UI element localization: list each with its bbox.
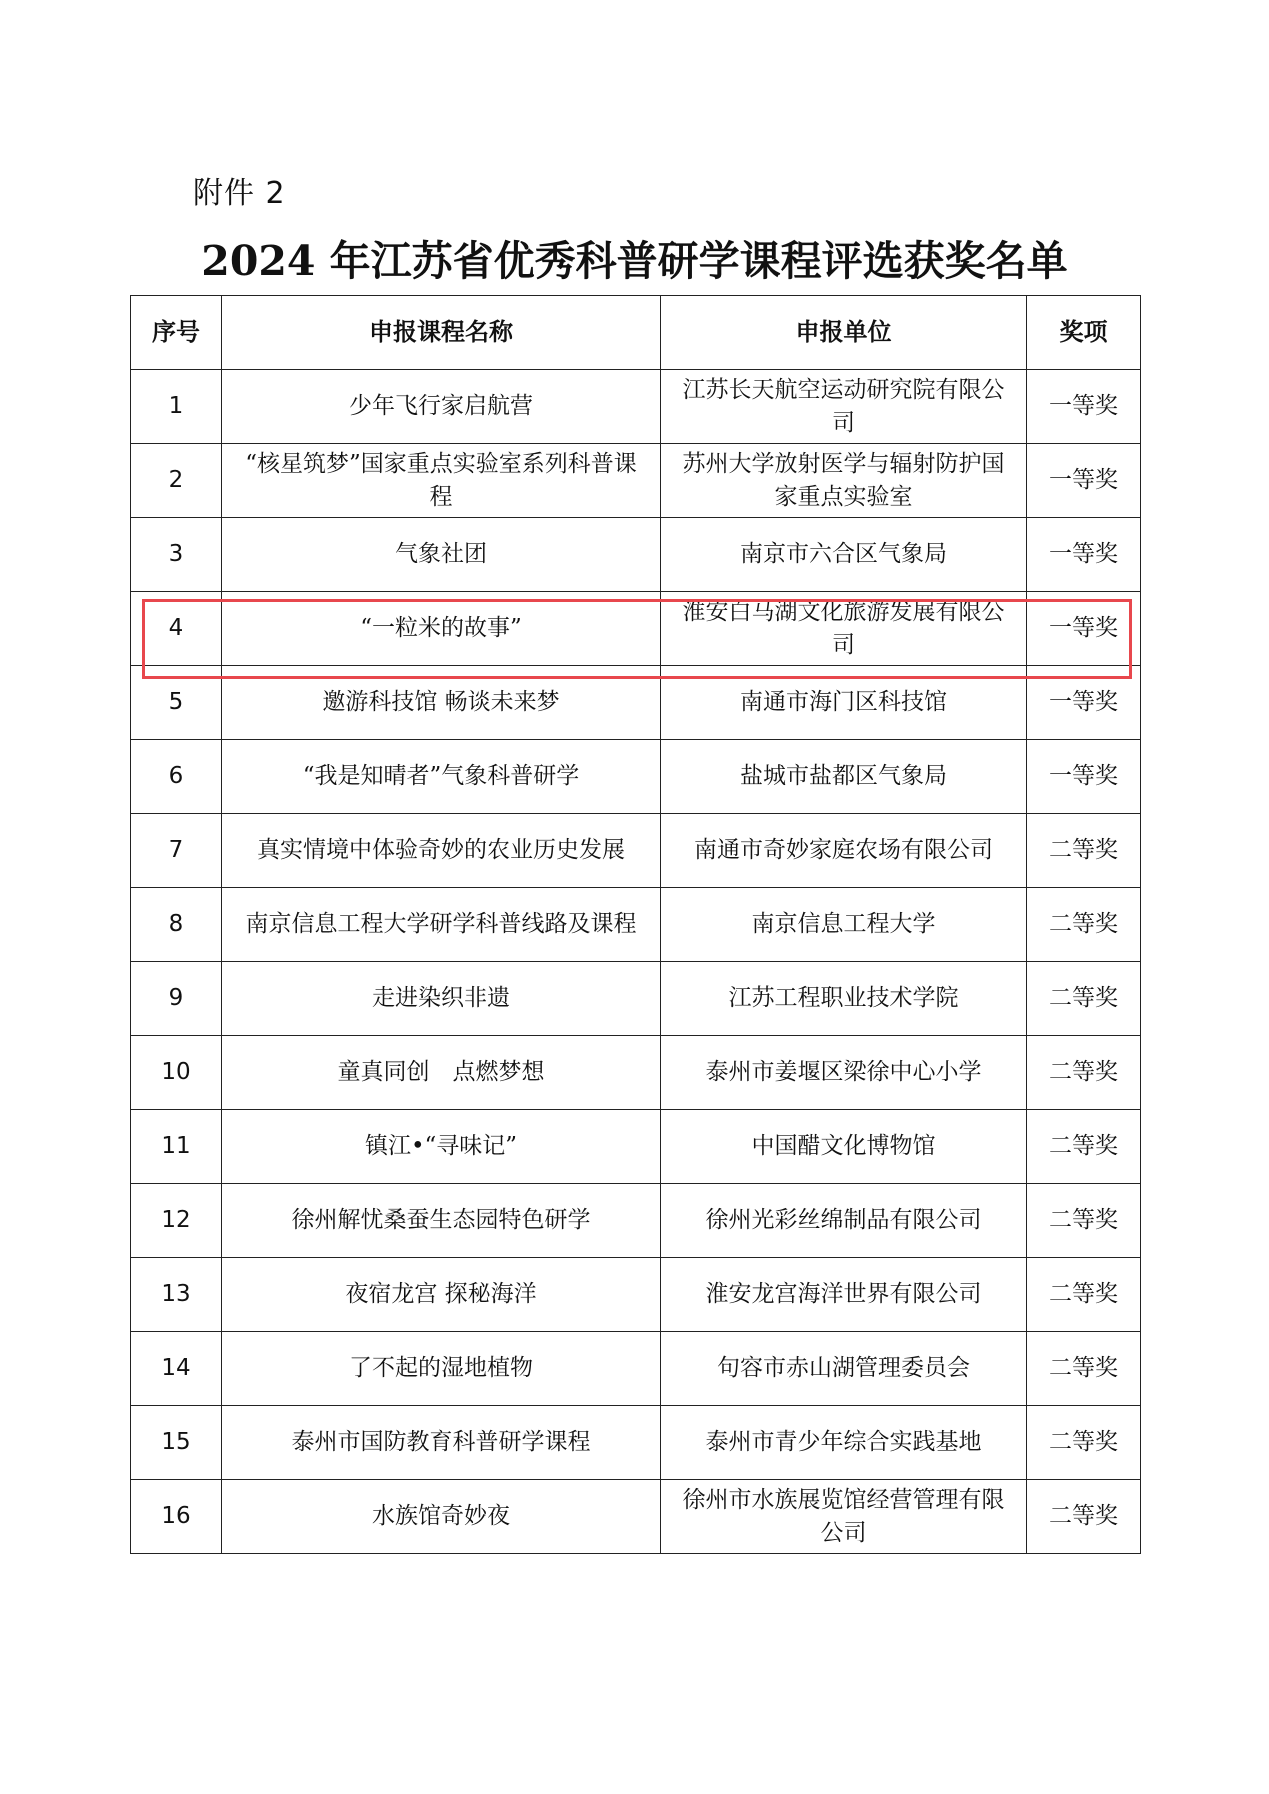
award-level: 二等奖	[1027, 1036, 1141, 1110]
row-number: 16	[131, 1480, 222, 1554]
applicant-unit: 句容市赤山湖管理委员会	[661, 1332, 1027, 1406]
award-level: 一等奖	[1027, 666, 1141, 740]
course-name: 水族馆奇妙夜	[222, 1480, 661, 1554]
applicant-unit: 苏州大学放射医学与辐射防护国家重点实验室	[661, 444, 1027, 518]
column-header-number: 序号	[131, 296, 222, 370]
row-number: 1	[131, 370, 222, 444]
table-row-highlighted	[131, 592, 1141, 666]
course-name: 气象社团	[222, 518, 661, 592]
applicant-unit: 徐州市水族展览馆经营管理有限公司	[661, 1480, 1027, 1554]
course-name: 南京信息工程大学研学科普线路及课程	[222, 888, 661, 962]
row-number: 4	[131, 592, 222, 666]
attachment-label: 附件 2	[193, 176, 286, 211]
award-level: 二等奖	[1027, 1332, 1141, 1406]
row-number: 5	[131, 666, 222, 740]
table-row	[131, 1110, 1141, 1184]
row-number: 8	[131, 888, 222, 962]
award-level: 一等奖	[1027, 740, 1141, 814]
applicant-unit: 南通市奇妙家庭农场有限公司	[661, 814, 1027, 888]
applicant-unit: 淮安白马湖文化旅游发展有限公司	[661, 592, 1027, 666]
course-name: “我是知晴者”气象科普研学	[222, 740, 661, 814]
table-row	[131, 740, 1141, 814]
column-header-award: 奖项	[1027, 296, 1141, 370]
table-row	[131, 518, 1141, 592]
table-row	[131, 1184, 1141, 1258]
award-level: 二等奖	[1027, 814, 1141, 888]
row-number: 6	[131, 740, 222, 814]
table-row	[131, 370, 1141, 444]
course-name: 泰州市国防教育科普研学课程	[222, 1406, 661, 1480]
table-row	[131, 962, 1141, 1036]
row-number: 7	[131, 814, 222, 888]
applicant-unit: 南京信息工程大学	[661, 888, 1027, 962]
course-name: 邀游科技馆 畅谈未来梦	[222, 666, 661, 740]
row-number: 15	[131, 1406, 222, 1480]
row-number: 9	[131, 962, 222, 1036]
applicant-unit: 南通市海门区科技馆	[661, 666, 1027, 740]
course-name: 童真同创 点燃梦想	[222, 1036, 661, 1110]
row-number: 10	[131, 1036, 222, 1110]
table-row	[131, 444, 1141, 518]
award-level: 二等奖	[1027, 1406, 1141, 1480]
table-row	[131, 1332, 1141, 1406]
award-level: 一等奖	[1027, 518, 1141, 592]
row-number: 2	[131, 444, 222, 518]
course-name: 镇江•“寻味记”	[222, 1110, 661, 1184]
course-name: “核星筑梦”国家重点实验室系列科普课程	[222, 444, 661, 518]
course-name: 真实情境中体验奇妙的农业历史发展	[222, 814, 661, 888]
table-row	[131, 1036, 1141, 1110]
course-name: 徐州解忧桑蚕生态园特色研学	[222, 1184, 661, 1258]
award-level: 二等奖	[1027, 1258, 1141, 1332]
row-number: 11	[131, 1110, 222, 1184]
course-name: 走进染织非遗	[222, 962, 661, 1036]
award-list-table	[130, 295, 1141, 1554]
table-row	[131, 666, 1141, 740]
award-level: 二等奖	[1027, 1184, 1141, 1258]
applicant-unit: 江苏工程职业技术学院	[661, 962, 1027, 1036]
applicant-unit: 中国醋文化博物馆	[661, 1110, 1027, 1184]
table-header-row	[131, 296, 1141, 370]
course-name: 了不起的湿地植物	[222, 1332, 661, 1406]
applicant-unit: 盐城市盐都区气象局	[661, 740, 1027, 814]
applicant-unit: 江苏长天航空运动研究院有限公司	[661, 370, 1027, 444]
course-name: 夜宿龙宫 探秘海洋	[222, 1258, 661, 1332]
table-row	[131, 1480, 1141, 1554]
award-level: 二等奖	[1027, 888, 1141, 962]
row-number: 13	[131, 1258, 222, 1332]
applicant-unit: 淮安龙宫海洋世界有限公司	[661, 1258, 1027, 1332]
award-level: 二等奖	[1027, 962, 1141, 1036]
award-level: 一等奖	[1027, 370, 1141, 444]
course-name: “一粒米的故事”	[222, 592, 661, 666]
document-title: 2024 年江苏省优秀科普研学课程评选获奖名单	[201, 237, 1068, 285]
table-row	[131, 1258, 1141, 1332]
applicant-unit: 泰州市青少年综合实践基地	[661, 1406, 1027, 1480]
row-number: 12	[131, 1184, 222, 1258]
table-row	[131, 1406, 1141, 1480]
applicant-unit: 泰州市姜堰区梁徐中心小学	[661, 1036, 1027, 1110]
row-number: 14	[131, 1332, 222, 1406]
applicant-unit: 徐州光彩丝绵制品有限公司	[661, 1184, 1027, 1258]
applicant-unit: 南京市六合区气象局	[661, 518, 1027, 592]
table-row	[131, 888, 1141, 962]
award-level: 一等奖	[1027, 592, 1141, 666]
award-level: 二等奖	[1027, 1110, 1141, 1184]
column-header-unit: 申报单位	[661, 296, 1027, 370]
course-name: 少年飞行家启航营	[222, 370, 661, 444]
award-level: 二等奖	[1027, 1480, 1141, 1554]
column-header-course: 申报课程名称	[222, 296, 661, 370]
award-level: 一等奖	[1027, 444, 1141, 518]
row-number: 3	[131, 518, 222, 592]
table-row	[131, 814, 1141, 888]
